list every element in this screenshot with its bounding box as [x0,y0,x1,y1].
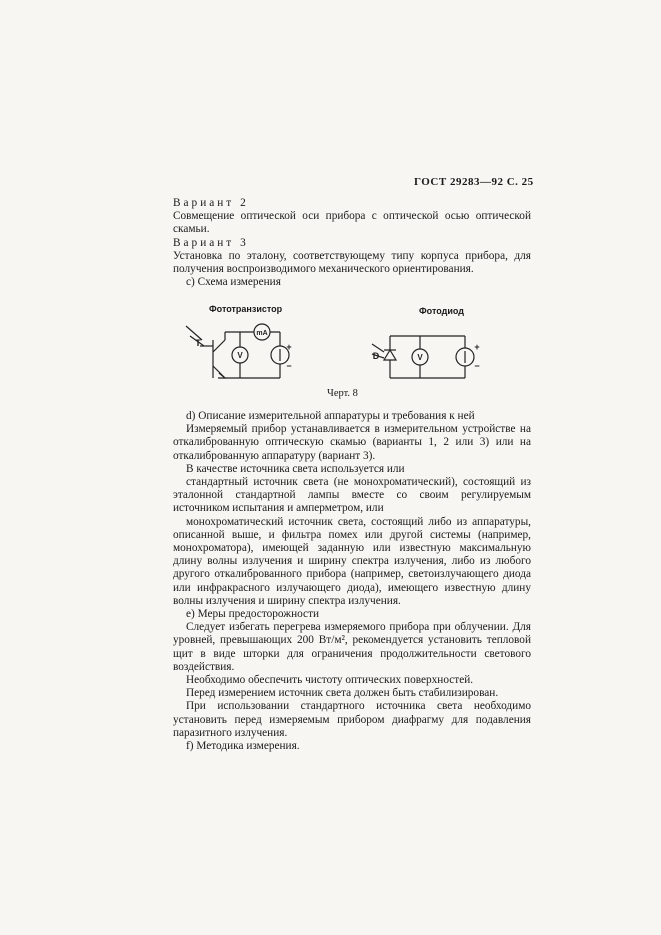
paragraph-6: Необходимо обеспечить чистоту оптических поверхностей. [186,674,474,687]
section-d-title: d) Описание измерительной аппаратуры и требования к ней [186,410,475,422]
left-v-label: V [237,351,243,360]
left-minus-label: − [286,361,292,371]
paragraph-7: Перед измерением источник света должен быть стабилизирован. [186,687,499,700]
paragraph-4: монохроматический источник света, состоящий либо из аппаратуры, описанной выше, и фильтра помех или другой системы (например, монохроматора), имеющей заданную или известную максимальную длину волны излучения и ширину спектра излучения, либо из любого другого откалиброванного прибора (например, светоизлучающего диода или инфракрасного излучающего диода), имеющего известную длину волны излучения и ширину спектра излучения. [173,515,531,607]
section-e-title: е) Меры предосторожности [186,608,320,621]
section-f-title: f) Методика измерения. [186,740,300,753]
variant-2-title: Вариант 2 [173,197,249,209]
left-t-label: T [195,338,201,348]
photodiode-circuit [372,336,474,378]
text-block-main [173,410,531,753]
section-c-title: c) Схема измерения [186,276,281,289]
left-ma-label: mA [256,330,268,337]
paragraph-5: Следует избегать перегрева измеряемого прибора при облучении. Для уровней, превышающих 200 Вт/м², рекомендуется установить тепловой щит в виде шторки для ограничения продолжительности светового воздействия. [173,621,531,673]
variant-3-title: Вариант 3 [173,236,249,249]
variant-2-text: Совмещение оптической оси прибора с оптической осью оптической скамьи. [173,210,531,236]
right-plus-label: + [474,342,480,352]
phototransistor-title: Фототранзистор [209,304,283,314]
right-v-label: V [417,353,423,362]
paragraph-3: стандартный источник света (не монохроматический), состоящий из эталонной стандартной лампы вместе со своим регулируемым источником испытания и амперметром, или [173,476,531,515]
left-plus-label: + [286,342,292,352]
paragraph-8: При использовании стандартного источника света необходимо установить перед измеряемым прибором диафрагму для подавления паразитного излучения. [173,700,531,739]
paragraph-2: В качестве источника света используется или [186,462,405,475]
page-header: ГОСТ 29283—92 С. 25 [414,176,534,188]
variant-3-text: Установка по эталону, соответствующему типу корпуса прибора, для получения воспроизводимого механического ориентирования. [173,249,531,276]
right-d-label: D [372,351,380,361]
paragraph-1: Измеряемый прибор устанавливается в измерительном устройстве на откалиброванную оптическую скамью (варианты 1, 2 или 3) или на откалиброванную аппаратуру (вариант 3). [173,423,531,462]
text-block-variants [173,197,531,289]
photodiode-title: Фотодиод [419,306,464,316]
figure-caption: Черт. 8 [327,388,358,399]
right-minus-label: − [474,361,480,371]
